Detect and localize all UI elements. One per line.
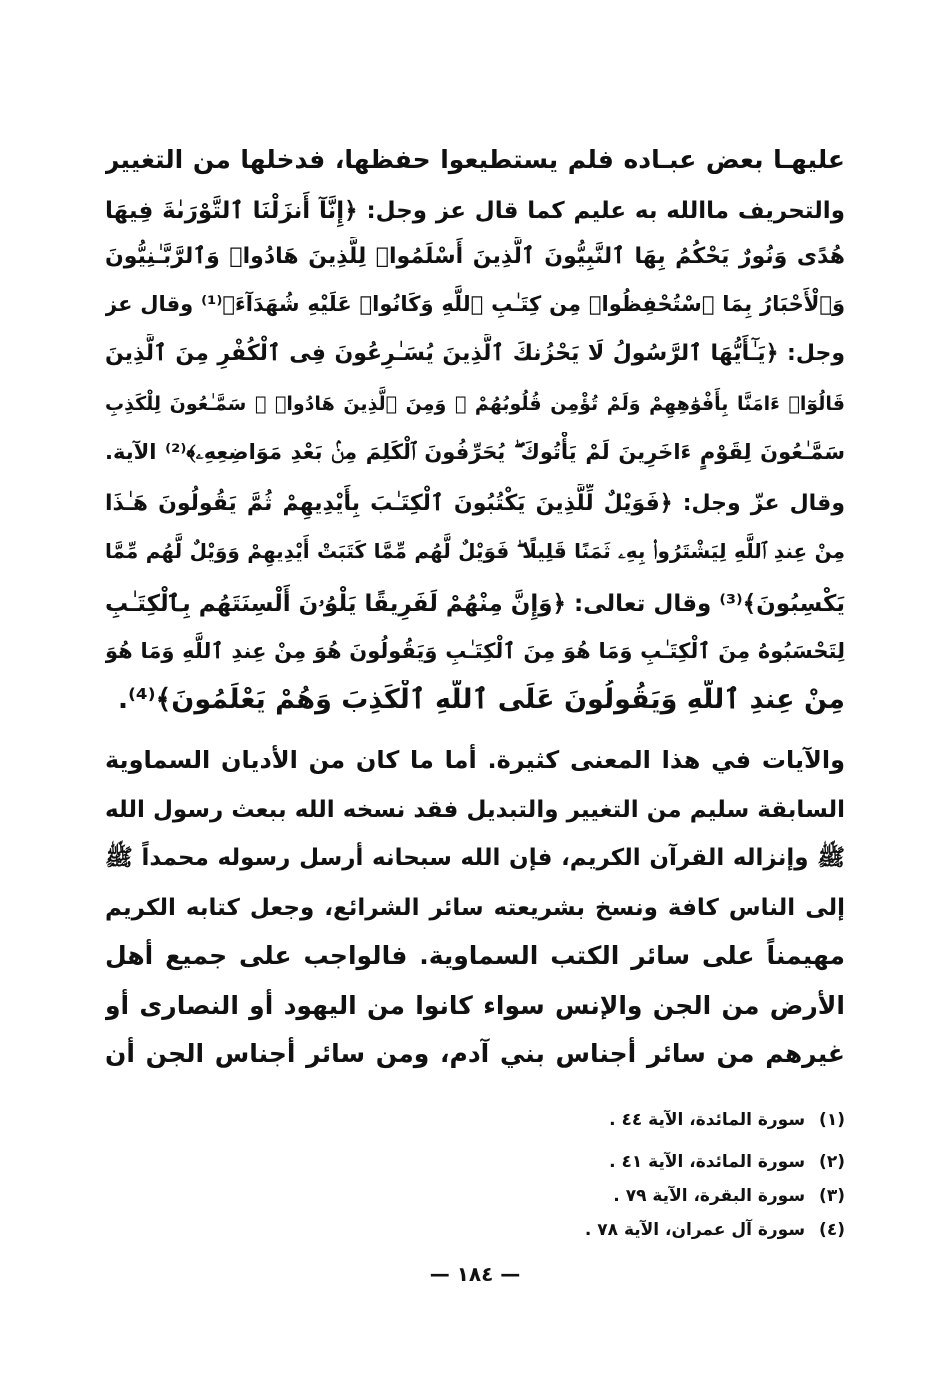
paragraph-line: الأرض من الجن والإنس سواء كانوا من اليهود أو النصارى أو bbox=[105, 991, 845, 1020]
text-line: مِنْ عِندِ ٱللَّهِ وَيَقُولُونَ عَلَى ٱللَّهِ ٱلْكَذِبَ وَهُمْ يَعْلَمُونَ﴾⁽⁴⁾. bbox=[117, 684, 845, 715]
text-line: وقال عزّ وجل: ﴿فَوَيْلٌ لِّلَّذِينَ يَكْتُبُونَ ٱلْكِتَـٰبَ بِأَيْدِيهِمْ ثُمَّ يَقُولُونَ هَـٰذَا bbox=[105, 491, 845, 516]
paragraph-line: السابقة سليم من التغيير والتبديل فقد نسخه الله ببعث رسول الله bbox=[105, 797, 845, 823]
paragraph-line: إلى الناس كافة ونسخ بشريعته سائر الشرائع، وجعل كتابه الكريم bbox=[105, 895, 845, 921]
footnote-number: (١) bbox=[819, 1110, 845, 1130]
text-line: قَالُوٓا۟ ءَامَنَّا بِأَفْوَٰهِهِمْ وَلَمْ تُؤْمِن قُلُوبُهُمْ ۛ وَمِنَ ٱلَّذِينَ هَادُوا۟ ۛ سَمَّـٰعُونَ لِلْكَذِبِ bbox=[105, 393, 845, 415]
footnote bbox=[105, 1108, 845, 1132]
text-line: يَكْسِبُونَ﴾⁽³⁾ وقال تعالى: ﴿وَإِنَّ مِنْهُمْ لَفَرِيقًا يَلْوُۥنَ أَلْسِنَتَهُم بِٱلْكِتَـٰبِ bbox=[105, 591, 845, 617]
text-line: وَٱلْأَحْبَارُ بِمَا ٱسْتُحْفِظُوا۟ مِن كِتَـٰبِ ٱللَّهِ وَكَانُوا۟ عَلَيْهِ شُهَدَآءَ﴾⁽¹⁾ وقال عز bbox=[105, 292, 845, 316]
footnote bbox=[105, 1218, 845, 1242]
text-line: مِنْ عِندِ ٱللَّهِ لِيَشْتَرُوا۟ بِهِۦ ثَمَنًا قَلِيلًا ۖ فَوَيْلٌ لَّهُم مِّمَّا كَتَبَتْ أَيْدِيهِمْ وَوَيْلٌ لَّهُم مِّمَّا bbox=[105, 539, 845, 563]
paragraph-line: والآيات في هذا المعنى كثيرة. أما ما كان من الأديان السماوية bbox=[105, 746, 845, 774]
paragraph-line: مهيمناً على سائر الكتب السماوية. فالواجب على جميع أهل bbox=[105, 941, 845, 970]
text-line: وجل: ﴿يَـٰٓأَيُّهَا ٱلرَّسُولُ لَا يَحْزُنكَ ٱلَّذِينَ يُسَـٰرِعُونَ فِى ٱلْكُفْرِ مِنَ ٱلَّذِينَ bbox=[105, 341, 845, 366]
footnote-text: سورة البقرة، الآية ٧٩ . bbox=[613, 1186, 806, 1206]
footnote-number: (٢) bbox=[819, 1152, 845, 1172]
footnote-text: سورة المائدة، الآية ٤١ . bbox=[609, 1152, 806, 1172]
footnote-number: (٣) bbox=[819, 1186, 845, 1206]
paragraph-line: ﷺ وإنزاله القرآن الكريم، فإن الله سبحانه أرسل رسوله محمداً ﷺ bbox=[105, 845, 845, 871]
footnote bbox=[105, 1184, 845, 1208]
footnote-text: سورة المائدة، الآية ٤٤ . bbox=[609, 1110, 806, 1130]
page-number: — ١٨٤ — bbox=[429, 1262, 521, 1286]
footnote-text: سورة آل عمران، الآية ٧٨ . bbox=[584, 1220, 806, 1240]
text-line: لِتَحْسَبُوهُ مِنَ ٱلْكِتَـٰبِ وَمَا هُوَ مِنَ ٱلْكِتَـٰبِ وَيَقُولُونَ هُوَ مِنْ عِندِ ٱللَّهِ وَمَا هُوَ bbox=[105, 639, 845, 663]
text-line: هُدًى وَنُورٌ يَحْكُمُ بِهَا ٱلنَّبِيُّونَ ٱلَّذِينَ أَسْلَمُوا۟ لِلَّذِينَ هَادُوا۟ وَٱلرَّبَّـٰنِيُّونَ bbox=[105, 244, 845, 269]
paragraph-line: غيرهم من سائر أجناس بني آدم، ومن سائر أجناس الجن أن bbox=[105, 1039, 845, 1068]
footnote bbox=[105, 1150, 845, 1174]
text-line: والتحريف ماالله به عليم كما قال عز وجل: ﴿إِنَّآ أَنزَلْنَا ٱلتَّوْرَىٰةَ فِيهَا bbox=[105, 198, 845, 224]
text-line: سَمَّـٰعُونَ لِقَوْمٍ ءَاخَرِينَ لَمْ يَأْتُوكَ ۖ يُحَرِّفُونَ ٱلْكَلِمَ مِنۢ بَعْدِ مَوَاضِعِهِۦ﴾⁽²⁾ الآية. bbox=[105, 440, 845, 464]
text-line: عليهـا بعض عبـاده فلم يستطيعوا حفظها، فدخلها من التغيير bbox=[105, 145, 845, 174]
footnote-number: (٤) bbox=[819, 1220, 845, 1240]
